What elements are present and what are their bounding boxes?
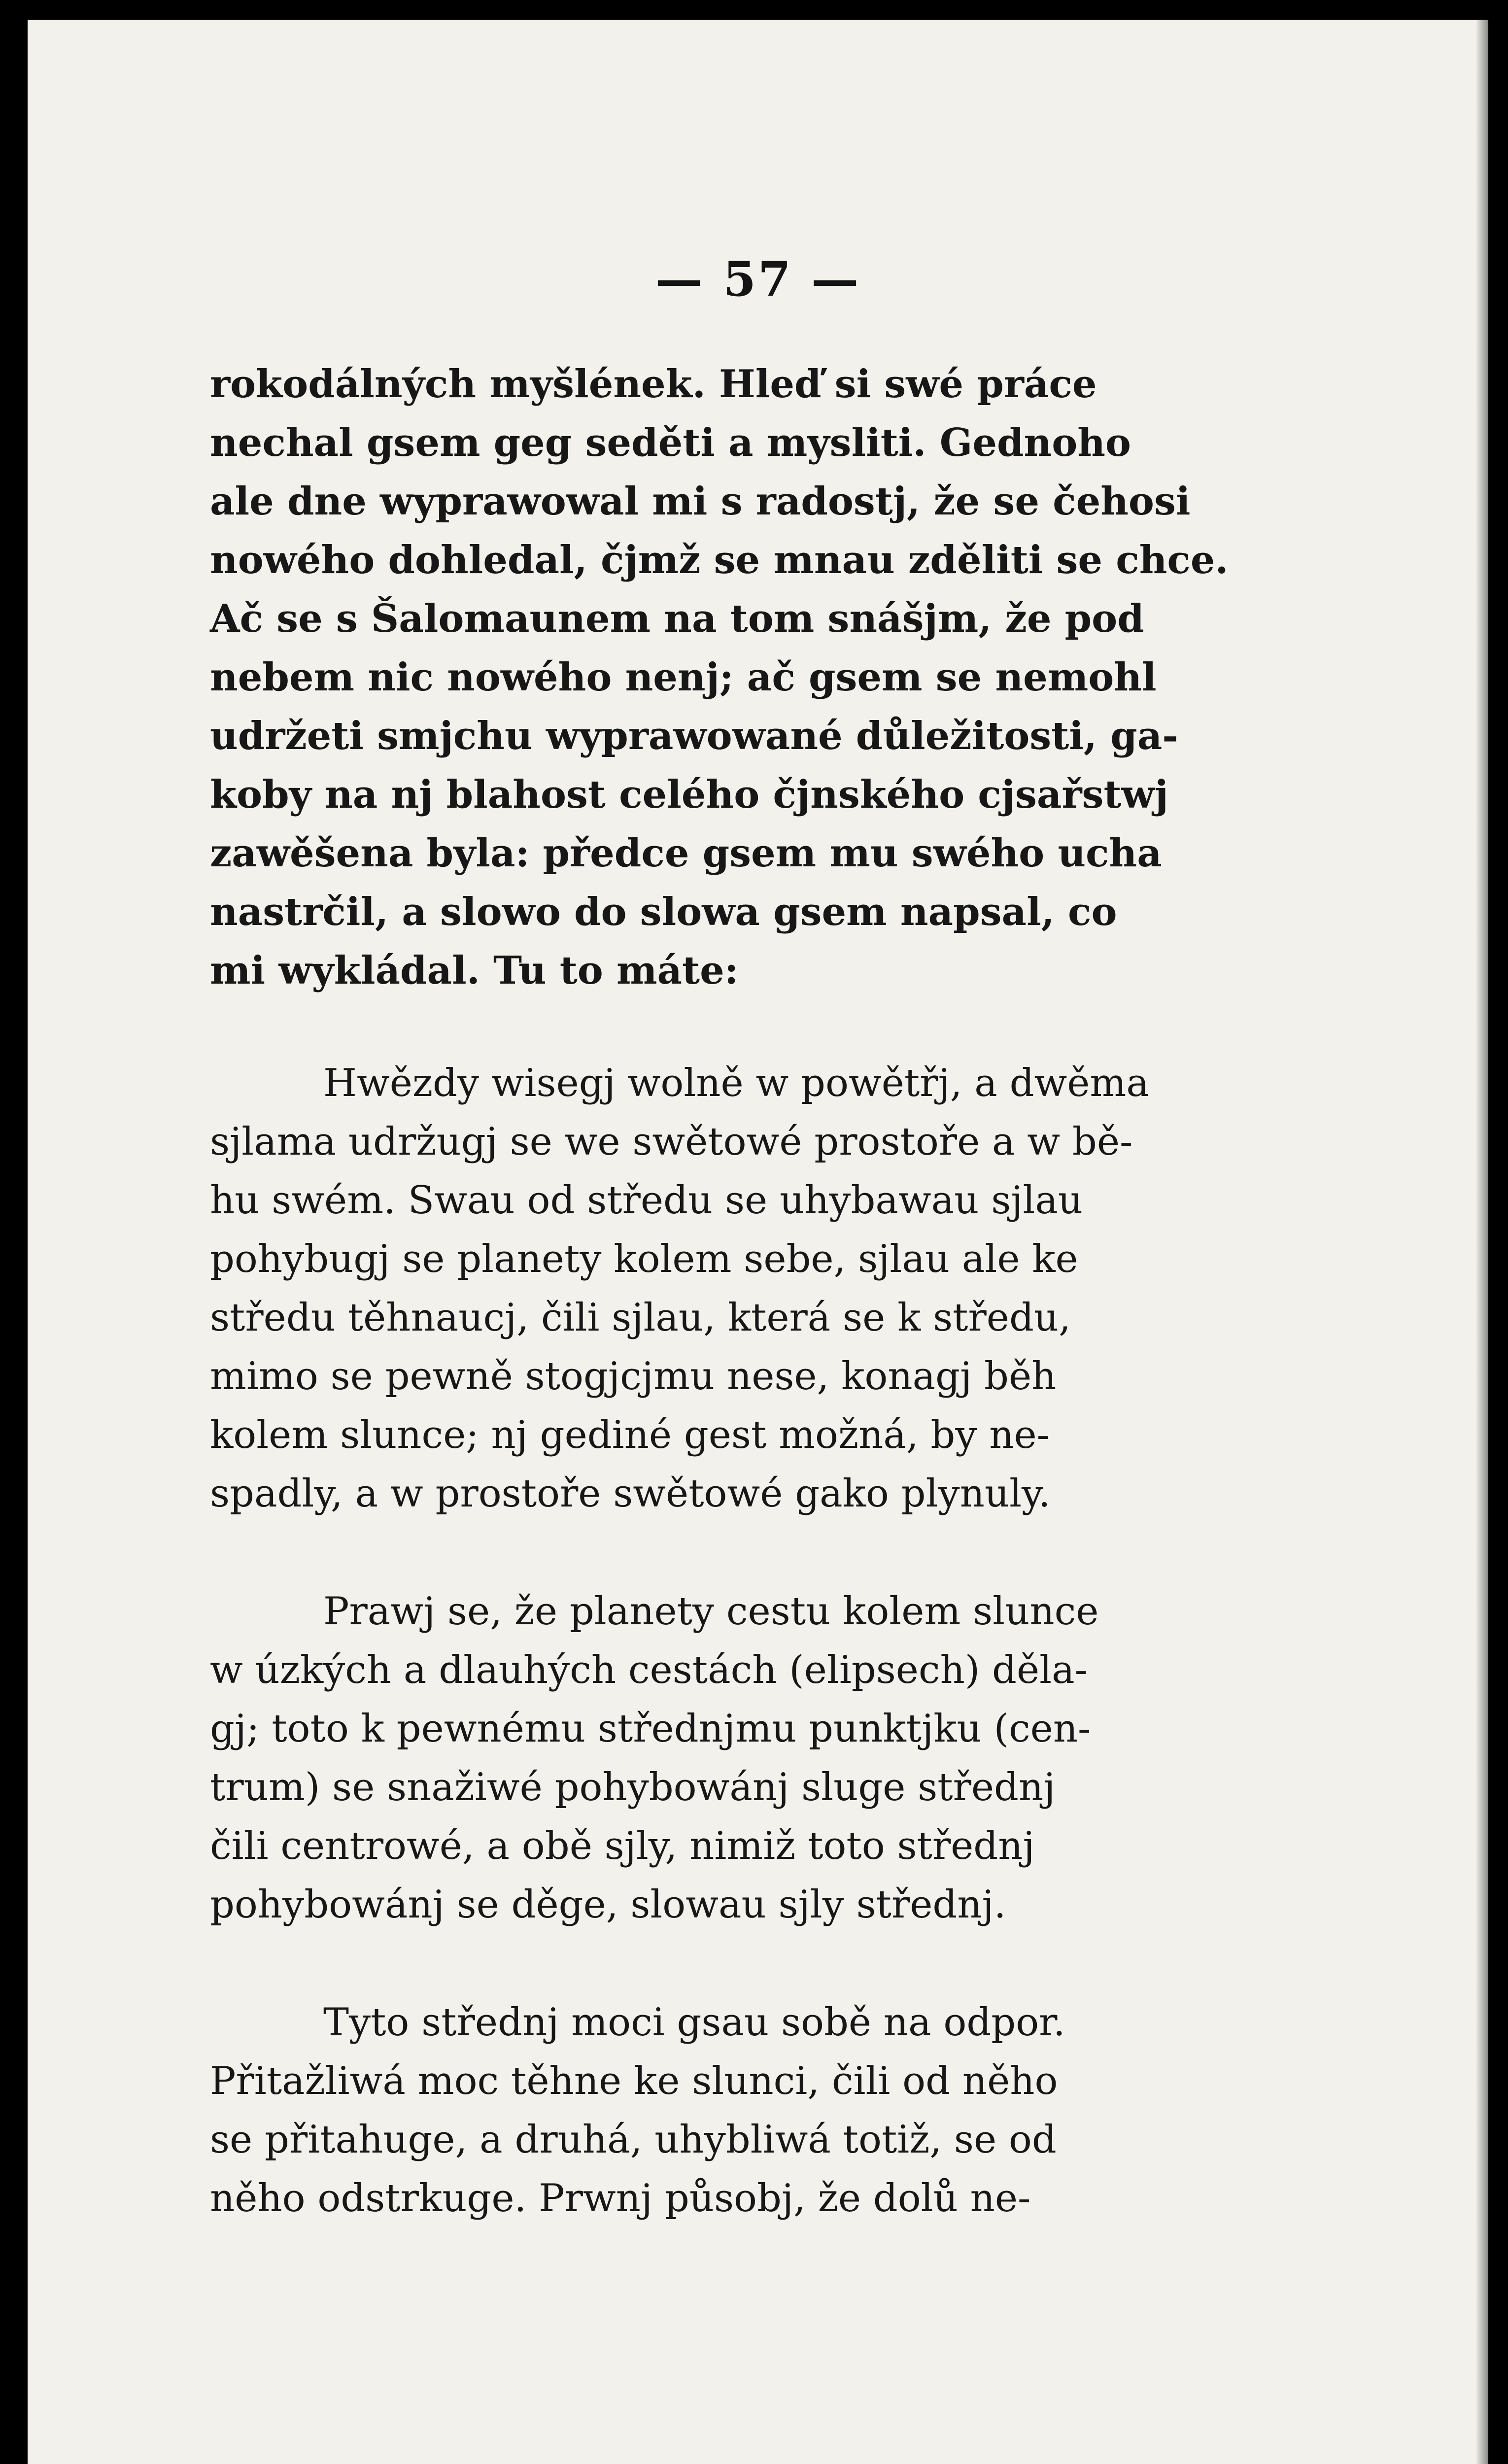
page-edge-shadow: [1475, 20, 1488, 2464]
text-line: mimo se pewně stogjcjmu nese, konagj běh: [210, 1354, 1057, 1399]
text-line: nastrčil, a slowo do slowa gsem napsal, co: [210, 890, 1117, 934]
text-line: rokodálných myšlének. Hleď si swé práce: [210, 362, 1097, 407]
text-line: Hwězdy wisegj wolně w powětřj, a dwěma: [323, 1061, 1149, 1105]
text-line: Ač se s Šalomaunem na tom snášjm, že pod: [210, 596, 1144, 641]
text-line: trum) se snažiwé pohybowánj sluge střednj: [210, 1765, 1056, 1810]
page-number: — 57 —: [655, 251, 861, 307]
text-line: mi wykládal. Tu to máte:: [210, 948, 739, 993]
text-line: nebem nic nowého nenj; ač gsem se nemohl: [210, 655, 1157, 700]
text-line: pohybowánj se děge, slowau sjly střednj.: [210, 1882, 1006, 1927]
text-line: něho odstrkuge. Prwnj působj, že dolů ne-: [210, 2176, 1031, 2221]
text-line: Tyto střednj moci gsau sobě na odpor.: [323, 2000, 1065, 2045]
text-line: kolem slunce; nj gediné gest možná, by ne-: [210, 1413, 1050, 1457]
paragraph-3: [210, 1582, 1309, 1934]
text-line: w úzkých a dlauhých cestách (elipsech) děla-: [210, 1648, 1088, 1692]
text-line: se přitahuge, a druhá, uhybliwá totiž, se od: [210, 2118, 1057, 2162]
page-text: [210, 355, 1309, 2228]
text-line: udržeti smjchu wyprawowané důležitosti, ga-: [210, 714, 1178, 758]
text-line: hu swém. Swau od středu se uhybawau sjlau: [210, 1178, 1083, 1223]
text-line: pohybugj se planety kolem sebe, sjlau ale ke: [210, 1237, 1078, 1281]
text-line: koby na nj blahost celého čjnského cjsařstwj: [210, 772, 1168, 817]
text-line: nechal gsem geg seděti a mysliti. Gednoho: [210, 420, 1131, 465]
text-line: sjlama udržugj se we swětowé prostoře a w bě-: [210, 1120, 1133, 1164]
text-line: Přitažliwá moc těhne ke slunci, čili od něho: [210, 2059, 1058, 2103]
text-line: spadly, a w prostoře swětowé gako plynuly.: [210, 1472, 1051, 1516]
text-line: nowého dohledal, čjmž se mnau zděliti se chce.: [210, 538, 1229, 582]
text-line: Prawj se, že planety cestu kolem slunce: [323, 1589, 1099, 1634]
paragraph-2: [210, 1054, 1309, 1523]
text-line: gj; toto k pewnému střednjmu punktjku (cen-: [210, 1707, 1091, 1751]
book-page: [28, 20, 1488, 2464]
paragraph-1: [210, 355, 1309, 1000]
text-line: ale dne wyprawowal mi s radostj, že se čehosi: [210, 479, 1191, 524]
paragraph-4: [210, 1993, 1309, 2228]
text-line: středu těhnaucj, čili sjlau, která se k středu,: [210, 1296, 1071, 1340]
text-line: zawěšena byla: předce gsem mu swého ucha: [210, 831, 1162, 876]
text-line: čili centrowé, a obě sjly, nimiž toto střednj: [210, 1824, 1035, 1868]
